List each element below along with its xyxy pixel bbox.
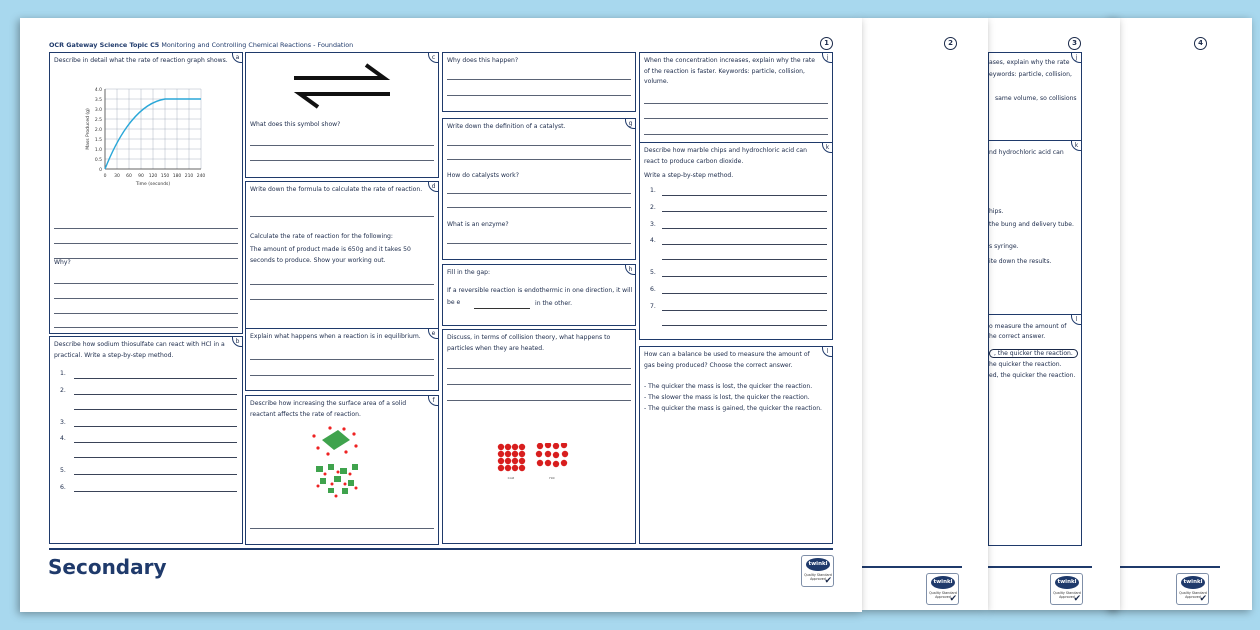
x-tick: 90 — [138, 174, 144, 179]
question-text: Describe how sodium thiosulfate can react with HCl in a practical. Write a step-by-step method. — [54, 341, 225, 359]
question-f — [245, 395, 439, 545]
question-box: j ases, explain why the rate eywords: particle, collision, same volume, so collisions — [988, 52, 1082, 154]
y-tick: 3.0 — [94, 108, 102, 113]
question-tag: e — [428, 328, 439, 339]
question-tag: d — [428, 181, 439, 192]
answer-option: - The quicker the mass is gained, the quicker the reaction. — [644, 405, 822, 412]
question-tag: j — [822, 52, 833, 63]
x-tick: 240 — [196, 174, 206, 179]
y-tick: 0 — [99, 168, 102, 173]
footer-rule — [1110, 566, 1220, 568]
question-tag: f — [428, 395, 439, 406]
question-text: When the concentration increases, explain why the rate of the reaction is faster. Keywords: particle, collision, volume. — [644, 57, 815, 86]
header-title: OCR Gateway Science Topic C5 Monitoring and Controlling Chemical Reactions - Foundation — [49, 41, 354, 49]
question-tag: b — [232, 336, 243, 347]
worksheet-page-3 — [988, 18, 1120, 610]
question-a — [49, 52, 243, 334]
question-text: Describe in detail what the rate of reaction graph shows. — [54, 57, 228, 64]
footer-rule — [862, 566, 962, 568]
x-tick: 0 — [103, 174, 107, 179]
y-tick: 1.5 — [94, 138, 102, 143]
x-tick: 210 — [184, 174, 194, 179]
question-j — [639, 52, 833, 156]
x-tick: 60 — [126, 174, 132, 179]
question-tag: l — [822, 346, 833, 357]
question-why-happen — [442, 52, 636, 112]
question-text: Explain what happens when a reaction is in equilibrium. — [250, 333, 421, 340]
heated-particles-diagram — [497, 443, 587, 493]
x-tick: 150 — [160, 174, 170, 179]
y-tick: 0.5 — [94, 158, 102, 163]
question-box: l o measure the amount of he correct answer. , the quicker the reaction. he quicker the reaction. ed, the quicker the reaction. — [988, 314, 1082, 546]
page-number-2: 2 — [944, 37, 957, 50]
question-l — [639, 346, 833, 544]
footer-rule — [49, 548, 833, 550]
equilibrium-arrows-icon — [292, 61, 392, 111]
question-text: Discuss, in terms of collision theory, what happens to particles when they are heated. — [447, 334, 611, 352]
question-c — [245, 52, 439, 178]
question-text: Describe how increasing the surface area of a solid reactant affects the rate of reaction. — [250, 400, 407, 418]
page-number-4: 4 — [1194, 37, 1207, 50]
rate-of-reaction-graph — [80, 81, 230, 201]
twinkl-logo: twinkl Quality Standard Approved ✔ — [1050, 573, 1083, 605]
question-collision — [442, 329, 636, 544]
question-box: k nd hydrochloric acid can hips. the bung and delivery tube. s syringe. ite down the results. — [988, 140, 1082, 330]
circled-answer: , the quicker the reaction. — [989, 349, 1078, 358]
footer-rule — [988, 566, 1092, 568]
question-tag: k — [822, 142, 833, 153]
question-b: b Describe how sodium thiosulfate can react with HCl in a practical. Write a step-by-step method. 1. 2. 3. 4. 5. 6. — [49, 336, 243, 544]
y-tick: 2.5 — [94, 118, 102, 123]
question-tag: g — [625, 118, 636, 129]
question-text: How can a balance be used to measure the amount of gas being produced? Choose the correct answer. — [644, 351, 810, 369]
answer-option: - The quicker the mass is lost, the quicker the reaction. — [644, 383, 813, 390]
x-tick: 30 — [114, 174, 120, 179]
hot-label: Hot — [549, 476, 555, 480]
y-axis-label: Mass Produced (g) — [86, 108, 91, 150]
y-tick: 2.0 — [94, 128, 102, 133]
question-text: Write down the definition of a catalyst. — [447, 123, 566, 130]
worksheet-page-1 — [20, 18, 862, 612]
question-tag: a — [232, 52, 243, 63]
y-tick: 3.5 — [94, 98, 102, 103]
y-tick: 4.0 — [94, 88, 102, 93]
x-tick: 180 — [172, 174, 182, 179]
question-text: Fill in the gap: — [447, 269, 491, 276]
question-g: g Write down the definition of a catalyst. How do catalysts work? What is an enzyme? — [442, 118, 636, 260]
question-text: Write down the formula to calculate the rate of reaction. — [250, 186, 423, 193]
question-k: k Describe how marble chips and hydrochloric acid can react to produce carbon dioxide. Write a step-by-step method. 1. 2. 3. 4. 5. 6. 7. — [639, 142, 833, 340]
question-text: What does this symbol show? — [250, 121, 341, 128]
page-number-1: 1 — [820, 37, 833, 50]
x-tick: 120 — [148, 174, 158, 179]
cold-label: Cold — [507, 476, 515, 480]
answer-option: - The slower the mass is lost, the quicker the reaction. — [644, 394, 810, 401]
secondary-label: Secondary — [48, 555, 167, 579]
worksheet-page-2 — [862, 18, 988, 610]
question-tag: c — [428, 52, 439, 63]
twinkl-logo: twinkl Quality Standard Approved ✔ — [801, 555, 834, 587]
question-d: d Write down the formula to calculate the rate of reaction. Calculate the rate of reaction for the following: The amount of product made is 650g and it takes 50 seconds to produce. Show your working out. — [245, 181, 439, 331]
worksheet-page-4 — [1110, 18, 1252, 610]
surface-area-particles-diagram — [308, 426, 388, 506]
question-h: h Fill in the gap: If a reversible reaction is endothermic in one direction, it will be e in the other. — [442, 264, 636, 326]
question-text: Why does this happen? — [447, 57, 519, 64]
page-number-3: 3 — [1068, 37, 1081, 50]
y-tick: 1.0 — [94, 148, 102, 153]
why-label: Why? — [54, 259, 71, 266]
x-axis-label: Time (seconds) — [135, 182, 171, 187]
twinkl-logo: twinkl Quality Standard Approved ✔ — [926, 573, 959, 605]
question-e — [245, 328, 439, 391]
twinkl-logo: twinkl Quality Standard Approved ✔ — [1176, 573, 1209, 605]
question-tag: h — [625, 264, 636, 275]
question-text: Describe how marble chips and hydrochloric acid can react to produce carbon dioxide. — [644, 147, 808, 165]
